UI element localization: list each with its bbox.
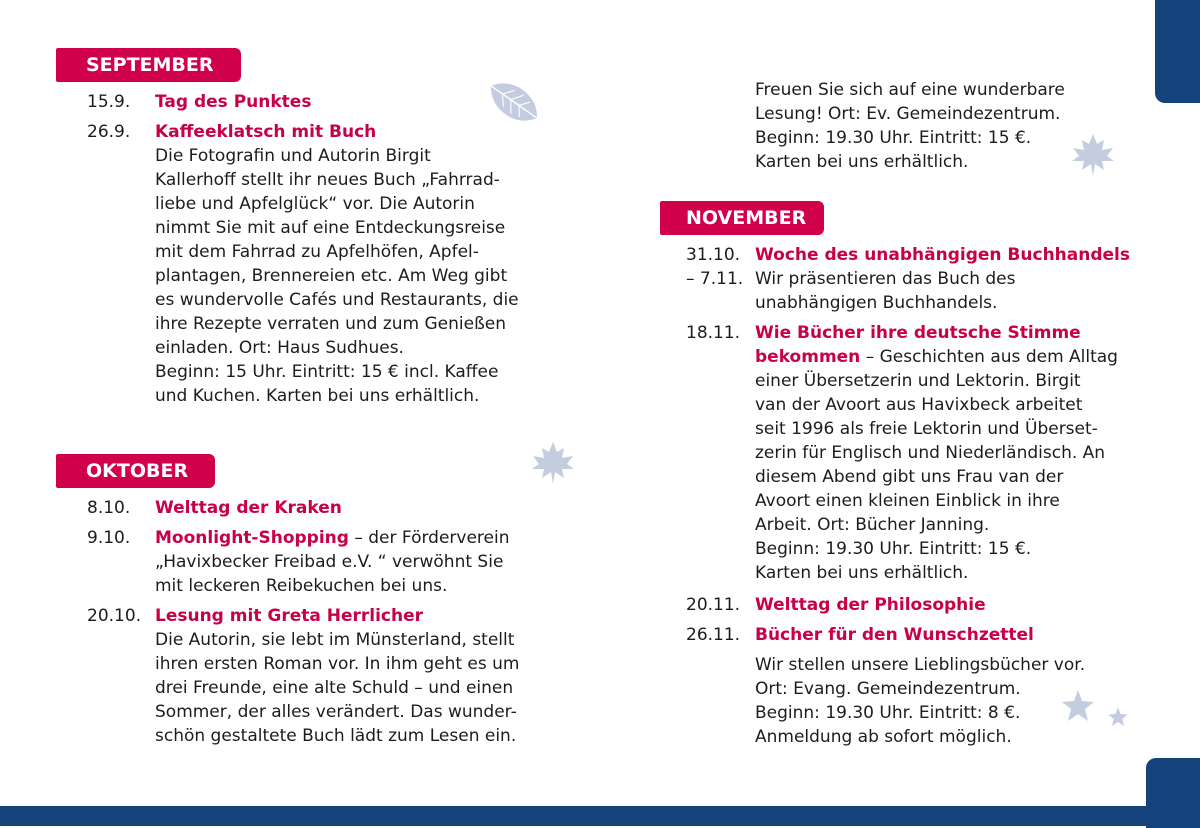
event-title: Kaffeeklatsch mit Buch	[155, 122, 377, 142]
event-title: Woche des unabhängigen Buchhandels	[755, 245, 1130, 265]
event-title-cont: bekommen	[755, 347, 861, 367]
event-text: Lesung! Ort: Ev. Gemeindezentrum.	[755, 104, 1061, 124]
page-tab-top	[1155, 0, 1200, 103]
event-text: ihre Rezepte verraten und zum Genießen	[155, 314, 507, 334]
event-text: zerin für Englisch und Niederländisch. An	[755, 443, 1106, 463]
event-title: Lesung mit Greta Herrlicher	[155, 606, 424, 626]
event-text: unabhängigen Buchhandels.	[755, 293, 998, 313]
event-text: Avoort einen kleinen Einblick in ihre	[755, 491, 1060, 511]
event-text: Karten bei uns erhältlich.	[755, 152, 969, 172]
event-text: seit 1996 als freie Lektorin und Überset-	[755, 419, 1098, 439]
event-date-end: – 7.11.	[686, 269, 744, 289]
event-date: 26.9.	[87, 122, 131, 142]
maple-leaf-icon	[528, 438, 578, 488]
event-text: Ort: Evang. Gemeindezentrum.	[755, 679, 1021, 699]
event-text: Beginn: 15 Uhr. Eintritt: 15 € incl. Kaffee	[155, 362, 499, 382]
event-text: nimmt Sie mit auf eine Entdeckungsreise	[155, 218, 506, 238]
event-text: „Havixbecker Freibad e.V. “ verwöhnt Sie	[155, 552, 504, 572]
leaf-icon	[480, 76, 548, 128]
event-text: einladen. Ort: Haus Sudhues.	[155, 338, 404, 358]
event-text: van der Avoort aus Havixbeck arbeitet	[755, 395, 1083, 415]
small-star-icon	[1107, 706, 1129, 728]
event-title-line	[755, 345, 1118, 369]
event-text: Wir präsentieren das Buch des	[755, 269, 1016, 289]
event-text: es wundervolle Cafés und Restaurants, die	[155, 290, 519, 310]
event-text: Beginn: 19.30 Uhr. Eintritt: 15 €.	[755, 539, 1032, 559]
month-header-oktober: OKTOBER	[56, 454, 215, 488]
event-text: Anmeldung ab sofort möglich.	[755, 727, 1012, 747]
event-text: Sommer, der alles verändert. Das wunder-	[155, 702, 517, 722]
event-date: 15.9.	[87, 92, 131, 112]
bottom-bar	[0, 806, 1200, 826]
event-text: Karten bei uns erhältlich.	[755, 563, 969, 583]
star-icon	[1060, 688, 1096, 724]
event-date: 26.11.	[686, 625, 741, 645]
event-text: Kallerhoff stellt ihr neues Buch „Fahrrad-	[155, 170, 500, 190]
event-text: Die Fotografin und Autorin Birgit	[155, 146, 431, 166]
event-date: 18.11.	[686, 323, 741, 343]
event-date: 20.10.	[87, 606, 142, 626]
maple-leaf-icon-2	[1068, 130, 1118, 180]
event-title: Bücher für den Wunschzettel	[755, 625, 1034, 645]
event-text: Beginn: 19.30 Uhr. Eintritt: 15 €.	[755, 128, 1032, 148]
event-text: Freuen Sie sich auf eine wunderbare	[755, 80, 1065, 100]
event-text: und Kuchen. Karten bei uns erhältlich.	[155, 386, 480, 406]
event-date: 8.10.	[87, 498, 131, 518]
event-text: schön gestaltete Buch lädt zum Lesen ein.	[155, 726, 517, 746]
event-date: 20.11.	[686, 595, 741, 615]
event-title: Welttag der Kraken	[155, 498, 342, 518]
event-text: – der Förderverein	[348, 528, 510, 548]
event-title: Welttag der Philosophie	[755, 595, 986, 615]
event-text: einer Übersetzerin und Lektorin. Birgit	[755, 371, 1081, 391]
month-header-november: NOVEMBER	[660, 201, 824, 235]
event-title: Wie Bücher ihre deutsche Stimme	[755, 323, 1081, 343]
event-date: 9.10.	[87, 528, 131, 548]
event-text: plantagen, Brennereien etc. Am Weg gibt	[155, 266, 508, 286]
event-title: Moonlight-Shopping	[155, 528, 349, 548]
event-text: ihren ersten Roman vor. In ihm geht es um	[155, 654, 520, 674]
event-text: – Geschichten aus dem Alltag	[860, 347, 1118, 367]
event-text: liebe und Apfelglück“ vor. Die Autorin	[155, 194, 475, 214]
event-text: drei Freunde, eine alte Schuld – und einen	[155, 678, 514, 698]
event-text: mit leckeren Reibekuchen bei uns.	[155, 576, 448, 596]
month-header-september: SEPTEMBER	[56, 48, 241, 82]
event-title: Tag des Punktes	[155, 92, 312, 112]
event-text: Wir stellen unsere Lieblingsbücher vor.	[755, 655, 1086, 675]
event-title-line	[155, 526, 510, 550]
event-date: 31.10.	[686, 245, 741, 265]
event-text: mit dem Fahrrad zu Apfelhöfen, Apfel-	[155, 242, 479, 262]
event-text: Arbeit. Ort: Bücher Janning.	[755, 515, 990, 535]
event-text: Beginn: 19.30 Uhr. Eintritt: 8 €.	[755, 703, 1021, 723]
event-text: Die Autorin, sie lebt im Münsterland, stellt	[155, 630, 515, 650]
event-text: diesem Abend gibt uns Frau van der	[755, 467, 1064, 487]
